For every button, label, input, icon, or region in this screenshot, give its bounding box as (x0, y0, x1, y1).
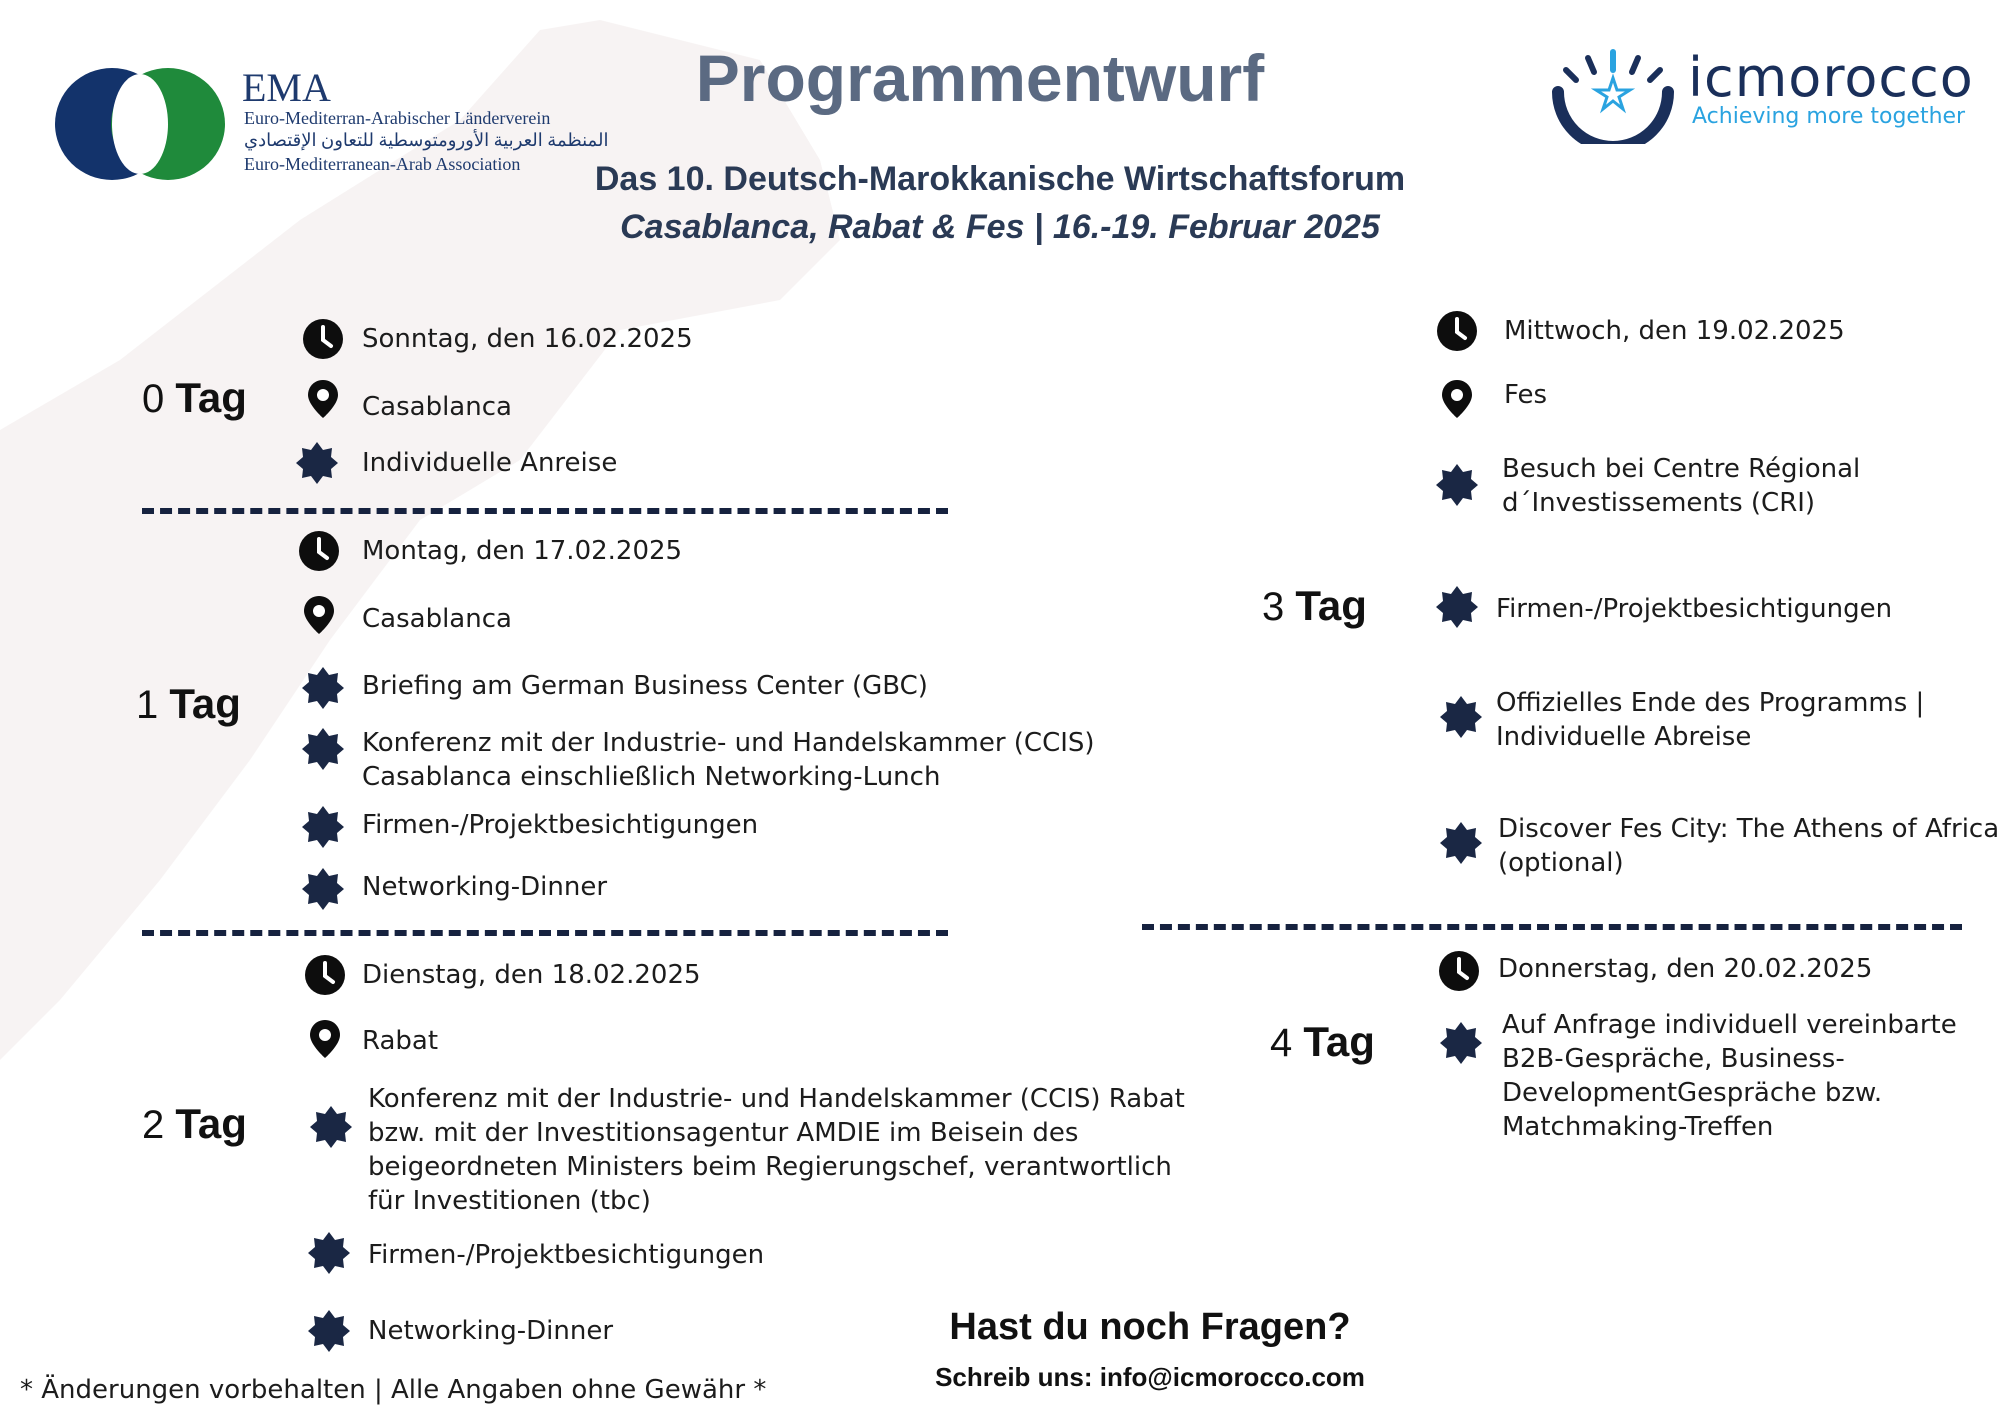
day-1-date: Montag, den 17.02.2025 (362, 536, 683, 566)
day-1-place: Casablanca (362, 604, 512, 634)
day-2-item-text: Networking-Dinner (368, 1316, 614, 1346)
day-word: Tag (1295, 582, 1367, 629)
star-badge-icon (302, 868, 344, 910)
day-2-item-2 (308, 1232, 764, 1274)
star-badge-icon (308, 1310, 350, 1352)
day-2-item-text: Konferenz mit der Industrie- und Handelskammer (CCIS) Rabat bzw. mit der Investitionsagentur AMDIE im Beisein des beigeordneten Ministers beim Regierungschef, verantwortlich für Investitionen (tbc) (368, 1084, 1185, 1216)
star-badge-icon (296, 442, 338, 484)
day-3-item-text: Discover Fes City: The Athens of Africa (optional) (1498, 814, 2000, 878)
day-0-date: Sonntag, den 16.02.2025 (362, 324, 693, 354)
day-0-date-row (302, 318, 693, 360)
day-3-item-text: Besuch bei Centre Régional d´Investissements (CRI) (1502, 454, 1861, 518)
star-badge-icon (308, 1232, 350, 1274)
day-4-item-text: Auf Anfrage individuell vereinbarte B2B-Gespräche, Business- DevelopmentGespräche bzw. Matchmaking-Treffen (1502, 1010, 1957, 1142)
clock-icon (298, 530, 340, 572)
day-0-item-text: Individuelle Anreise (362, 448, 618, 478)
star-badge-icon (310, 1106, 352, 1148)
day-3-label (1262, 582, 1367, 630)
icmorocco-tagline: Achieving more together (1692, 104, 1966, 129)
footnote: * Änderungen vorbehalten | Alle Angaben ohne Gewähr * (20, 1375, 767, 1405)
contact-question: Hast du noch Fragen? (949, 1306, 1351, 1348)
day-0-label (142, 374, 247, 422)
day-1-item-text: Konferenz mit der Industrie- und Handelskammer (CCIS) Casablanca einschließlich Networking-Lunch (362, 728, 1095, 792)
contact-email[interactable]: Schreib uns: info@icmorocco.com (935, 1362, 1365, 1392)
clock-icon (304, 954, 346, 996)
day-1-item-2 (302, 726, 1095, 794)
day-3-item-text: Firmen-/Projektbesichtigungen (1496, 594, 1893, 624)
day-2-label (142, 1100, 247, 1148)
day-1-item-4 (302, 868, 607, 910)
location-pin-icon (298, 594, 340, 636)
divider (142, 930, 948, 936)
icmorocco-logo-icon (1548, 48, 1678, 144)
day-3-place: Fes (1504, 380, 1548, 410)
day-word: Tag (169, 680, 241, 727)
day-0-place-row (302, 378, 512, 424)
day-4-date: Donnerstag, den 20.02.2025 (1498, 954, 1873, 984)
day-1-item-text: Briefing am German Business Center (GBC) (362, 671, 928, 701)
day-3-item-4 (1440, 812, 1999, 880)
day-2-item-text: Firmen-/Projektbesichtigungen (368, 1240, 765, 1270)
day-3-date-row (1436, 310, 1845, 352)
icmorocco-name: icmorocco (1688, 46, 1974, 109)
day-3-item-1 (1436, 452, 1860, 520)
day-word: Tag (1303, 1018, 1375, 1065)
star-badge-icon (302, 667, 344, 709)
day-1-label (136, 680, 241, 728)
star-badge-icon (302, 728, 344, 770)
day-1-item-3 (302, 806, 758, 848)
location-pin-icon (304, 1018, 346, 1060)
day-1-item-text: Networking-Dinner (362, 872, 608, 902)
day-3-place-row (1436, 378, 1547, 420)
day-2-item-1 (310, 1082, 1185, 1218)
star-badge-icon (1440, 822, 1482, 864)
day-2-item-3 (308, 1310, 613, 1352)
star-badge-icon (1436, 586, 1478, 628)
day-1-item-1 (302, 667, 928, 709)
day-2-date: Dienstag, den 18.02.2025 (362, 960, 701, 990)
ema-line-english: Euro-Mediterranean-Arab Association (244, 154, 521, 174)
divider (142, 508, 948, 514)
day-number: 2 (142, 1103, 165, 1147)
clock-icon (302, 318, 344, 360)
day-0-place: Casablanca (362, 392, 512, 422)
day-4-item-1 (1440, 1008, 1957, 1144)
forum-dates: Casablanca, Rabat & Fes | 16.-19. Februar 2025 (620, 208, 1380, 246)
day-2-date-row (304, 954, 701, 996)
day-word: Tag (175, 1100, 247, 1147)
location-pin-icon (302, 378, 344, 420)
day-1-date-row (298, 530, 682, 572)
day-number: 0 (142, 377, 165, 421)
star-badge-icon (1440, 696, 1482, 738)
day-word: Tag (175, 374, 247, 421)
day-1-place-row (298, 594, 512, 636)
day-3-item-2 (1436, 586, 1892, 628)
day-4-date-row (1438, 950, 1872, 992)
ema-name: EMA (242, 65, 331, 110)
day-number: 4 (1270, 1021, 1293, 1065)
star-badge-icon (302, 806, 344, 848)
day-0-item-1 (296, 442, 617, 484)
day-3-item-text: Offizielles Ende des Programms | Individuelle Abreise (1496, 688, 1925, 752)
divider (1142, 924, 1962, 930)
day-2-place: Rabat (362, 1026, 439, 1056)
star-badge-icon (1440, 1022, 1482, 1064)
ema-line-german: Euro-Mediterran-Arabischer Länderverein (244, 108, 551, 128)
day-4-label (1270, 1018, 1375, 1066)
page-title: Programmentwurf (695, 41, 1265, 115)
day-number: 1 (136, 683, 159, 727)
clock-icon (1438, 950, 1480, 992)
clock-icon (1436, 310, 1478, 352)
day-3-date: Mittwoch, den 19.02.2025 (1504, 316, 1845, 346)
forum-subtitle: Das 10. Deutsch-Marokkanische Wirtschaftsforum (594, 160, 1406, 198)
star-badge-icon (1436, 464, 1478, 506)
day-1-item-text: Firmen-/Projektbesichtigungen (362, 810, 759, 840)
ema-line-arabic: المنظمة العربية الأورومتوسطية للتعاون الإقتصادي (244, 130, 609, 150)
location-pin-icon (1436, 378, 1478, 420)
day-2-place-row (304, 1018, 438, 1060)
day-3-item-3 (1440, 686, 1924, 754)
day-number: 3 (1262, 585, 1285, 629)
